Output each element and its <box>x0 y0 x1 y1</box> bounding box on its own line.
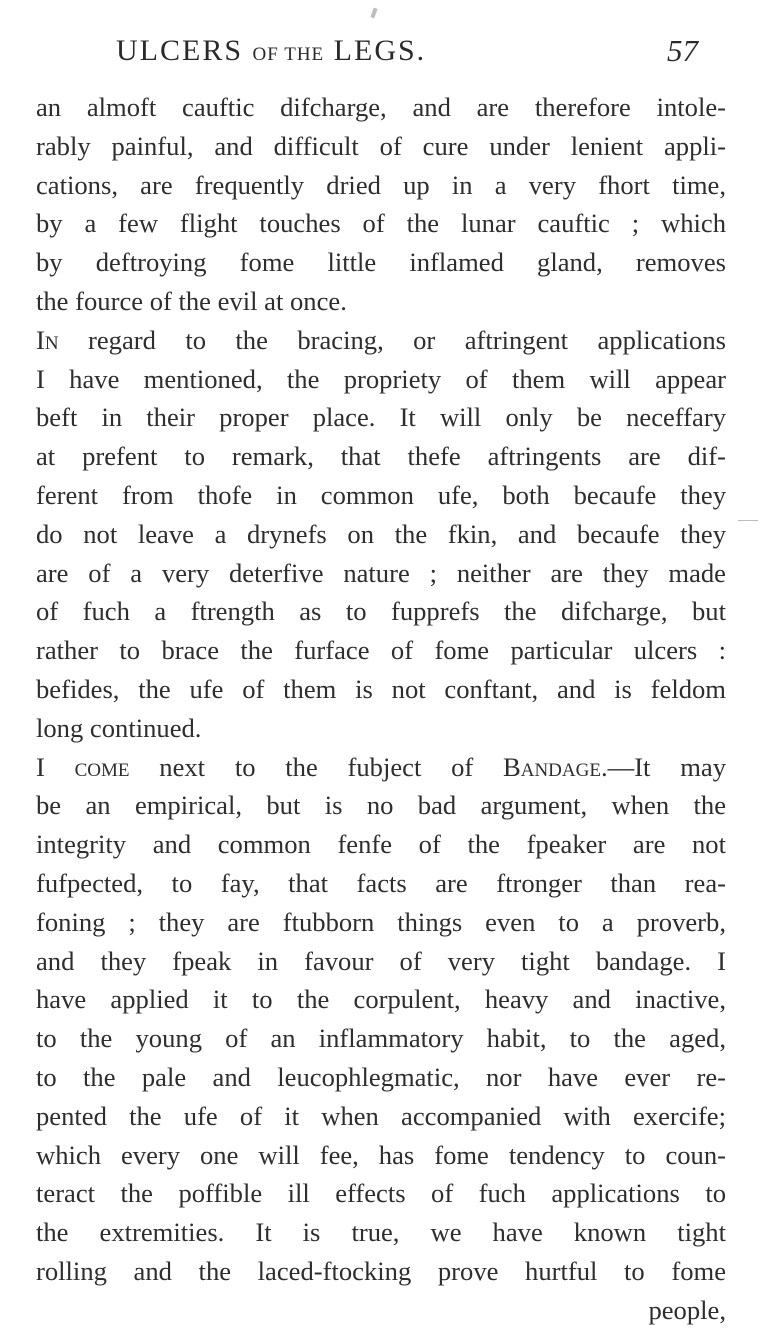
paragraph-2 <box>36 321 726 748</box>
text-line: rably painful, and difficult of cure under lenient appli- <box>36 130 726 161</box>
text-line: to the pale and leucophlegmatic, nor have ever re- <box>36 1061 726 1092</box>
text-line: do not leave a drynefs on the fkin, and becaufe they <box>36 518 726 549</box>
text-line: the fource of the evil at once. <box>36 285 347 316</box>
text-line: rather to brace the furface of fome particular ulcers : <box>36 635 726 666</box>
section-term: Bandage. <box>503 751 608 782</box>
text-line: an almoft cauftic difcharge, and are therefore intole- <box>36 92 726 122</box>
catchword: people, <box>648 1294 726 1325</box>
text-line: the extremities. It is true, we have known tight <box>36 1217 726 1248</box>
text-line: are of a very deterfive nature ; neither are they made <box>36 557 726 588</box>
text-line: foning ; they are ftubborn things even to a proverb, <box>36 906 726 937</box>
text-line: ferent from thofe in common ufe, both becaufe they <box>36 479 726 510</box>
text-line: rolling and the laced-ftocking prove hurtful to fome <box>36 1255 726 1286</box>
text-line: to the young of an inflammatory habit, to the aged, <box>36 1023 726 1054</box>
paragraph-1 <box>36 88 726 321</box>
text-line: by deftroying fome little inflamed gland, removes <box>36 247 726 278</box>
paragraph-lead: In <box>36 324 59 355</box>
text-line: of fuch a ftrength as to fupprefs the difcharge, but <box>36 596 726 627</box>
text-line: and they fpeak in favour of very tight bandage. I <box>36 945 726 976</box>
text-line: I come next to the fubject of Bandage.—It may <box>36 751 726 782</box>
text-line: fufpected, to fay, that facts are ftronger than rea- <box>36 867 726 898</box>
text-line: long continued. <box>36 712 202 743</box>
text-line: In regard to the bracing, or aftringent applications <box>36 324 726 355</box>
ink-speck <box>738 520 758 521</box>
running-header <box>110 34 710 74</box>
text-line: pented the ufe of it when accompanied with exercife; <box>36 1100 726 1131</box>
paragraph-lead: I come <box>36 751 130 782</box>
text-line: by a few flight touches of the lunar cauftic ; which <box>36 208 726 239</box>
text-line: at prefent to remark, that thefe aftringents are dif- <box>36 441 726 472</box>
body-text <box>36 88 726 1330</box>
text-line: which every one will fee, has fome tendency to coun- <box>36 1139 726 1170</box>
text-line: beft in their proper place. It will only be neceffary <box>36 402 726 433</box>
paragraph-3 <box>36 748 726 1291</box>
ink-speck <box>370 8 377 19</box>
text-line: integrity and common fenfe of the fpeaker are not <box>36 829 726 860</box>
text-line: cations, are frequently dried up in a very fhort time, <box>36 169 726 200</box>
text-line: have applied it to the corpulent, heavy and inactive, <box>36 984 726 1015</box>
page-number: 57 <box>667 33 698 68</box>
running-title: ULCERS OF THE LEGS. <box>116 34 427 67</box>
text-line: be an empirical, but is no bad argument, when the <box>36 790 726 821</box>
text-line: I have mentioned, the propriety of them will appear <box>36 363 726 394</box>
text-line: befides, the ufe of them is not conftant, and is feldom <box>36 673 726 704</box>
text-line: teract the poffible ill effects of fuch applications to <box>36 1178 726 1209</box>
